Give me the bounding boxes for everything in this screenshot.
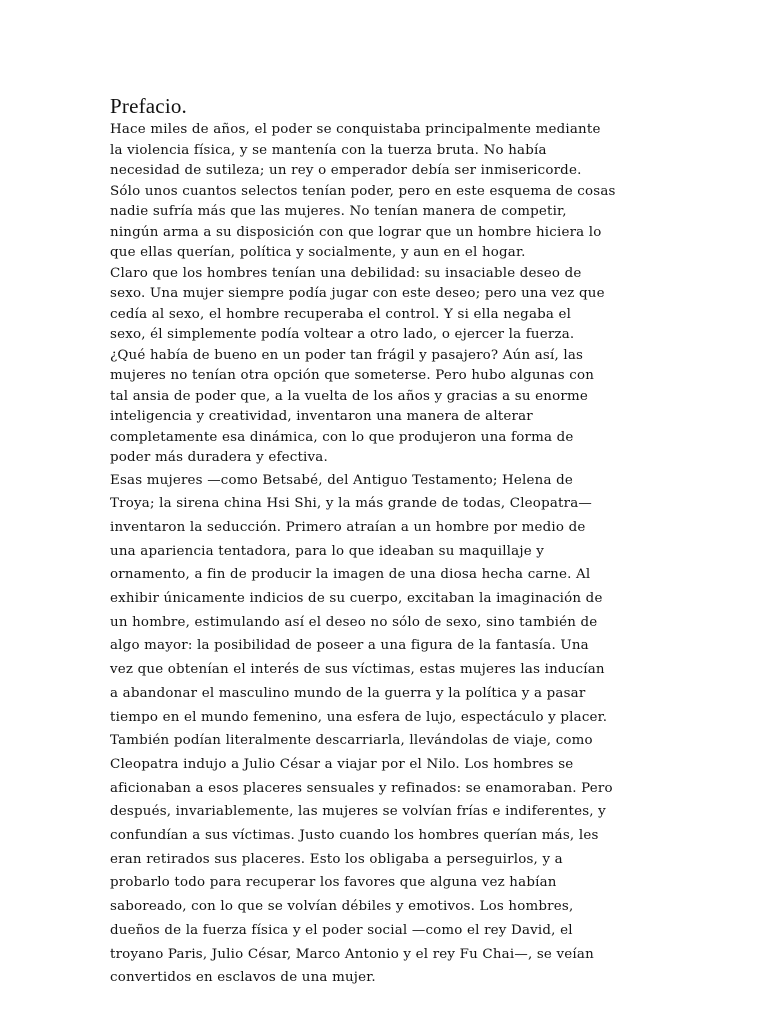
text-line: una apariencia tentadora, para lo que ideaban su maquillaje y xyxy=(110,543,545,559)
text-line: que ellas querían, política y socialmente, y aun en el hogar. xyxy=(110,245,526,260)
text-line: tiempo en el mundo femenino, una esfera de lujo, espectáculo y placer. xyxy=(110,709,608,725)
text-line: cedía al sexo, el hombre recuperaba el control. Y si ella negaba el xyxy=(110,306,572,322)
text-line: mujeres no tenían otra opción que someterse. Pero hubo algunas con xyxy=(110,368,595,383)
text-line: Cleopatra indujo a Julio César a viajar por el Nilo. Los hombres se xyxy=(110,756,574,772)
text-line: Hace miles de años, el poder se conquistaba principalmente mediante xyxy=(110,122,601,137)
text-line: sexo. Una mujer siempre podía jugar con este deseo; pero una vez que xyxy=(110,286,605,301)
paragraph-2 xyxy=(110,264,658,469)
text-line: Troya; la sirena china Hsi Shi, y la más grande de todas, Cleopatra— xyxy=(110,496,592,512)
text-line: un hombre, estimulando así el deseo no sólo de sexo, sino también de xyxy=(110,614,598,630)
text-line: Claro que los hombres tenían una debilidad: su insaciable deseo de xyxy=(110,265,582,281)
paragraph-1 xyxy=(110,120,658,264)
text-line: exhibir únicamente indicios de su cuerpo, excitaban la imaginación de xyxy=(110,591,603,607)
text-line: ¿Qué había de bueno en un poder tan frágil y pasajero? Aún así, las xyxy=(110,347,584,363)
text-line: la violencia física, y se mantenía con la tuerza bruta. No había xyxy=(110,142,547,158)
page-title: Prefacio. xyxy=(110,94,188,118)
text-line: poder más duradera y efectiva. xyxy=(110,450,328,465)
text-line: También podían literalmente descarriarla, llevándolas de viaje, como xyxy=(110,733,593,749)
text-line: dueños de la fuerza física y el poder social —como el rey David, el xyxy=(110,922,573,938)
text-line: tal ansia de poder que, a la vuelta de los años y gracias a su enorme xyxy=(110,388,588,404)
text-line: inventaron la seducción. Primero atraían a un hombre por medio de xyxy=(110,519,586,535)
text-line: ornamento, a fin de producir la imagen de una diosa hecha carne. Al xyxy=(110,567,591,583)
text-line: nadie sufría más que las mujeres. No tenían manera de competir, xyxy=(110,204,567,219)
text-line: algo mayor: la posibilidad de poseer a una figura de la fantasía. Una xyxy=(110,638,589,654)
text-line: completamente esa dinámica, con lo que produjeron una forma de xyxy=(110,429,574,445)
document-page xyxy=(110,92,658,990)
text-line: a abandonar el masculino mundo de la guerra y la política y a pasar xyxy=(110,685,586,701)
text-line: aficionaban a esos placeres sensuales y refinados: se enamoraban. Pero xyxy=(110,780,613,796)
text-line: troyano Paris, Julio César, Marco Antonio y el rey Fu Chai—, se veían xyxy=(110,946,594,962)
text-line: sexo, él simplemente podía voltear a otro lado, o ejercer la fuerza. xyxy=(110,327,575,342)
text-line: vez que obtenían el interés de sus víctimas, estas mujeres las inducían xyxy=(110,662,605,678)
text-line: confundían a sus víctimas. Justo cuando los hombres querían más, les xyxy=(110,828,599,844)
text-line: Esas mujeres —como Betsabé, del Antiguo Testamento; Helena de xyxy=(110,472,573,488)
text-line: probarlo todo para recuperar los favores que alguna vez habían xyxy=(110,875,557,891)
paragraph-3 xyxy=(110,469,658,990)
text-line: saboreado, con lo que se volvían débiles y emotivos. Los hombres, xyxy=(110,899,574,915)
text-line: después, invariablemente, las mujeres se volvían frías e indiferentes, y xyxy=(110,804,606,820)
text-line: inteligencia y creatividad, inventaron una manera de alterar xyxy=(110,409,533,424)
text-line: convertidos en esclavos de una mujer. xyxy=(110,970,376,986)
text-line: ningún arma a su disposición con que lograr que un hombre hiciera lo xyxy=(110,224,602,240)
text-line: Sólo unos cuantos selectos tenían poder, pero en este esquema de cosas xyxy=(110,183,616,199)
text-line: necesidad de sutileza; un rey o emperador debía ser inmisericorde. xyxy=(110,163,582,178)
text-line: eran retirados sus placeres. Esto los obligaba a perseguirlos, y a xyxy=(110,851,563,867)
